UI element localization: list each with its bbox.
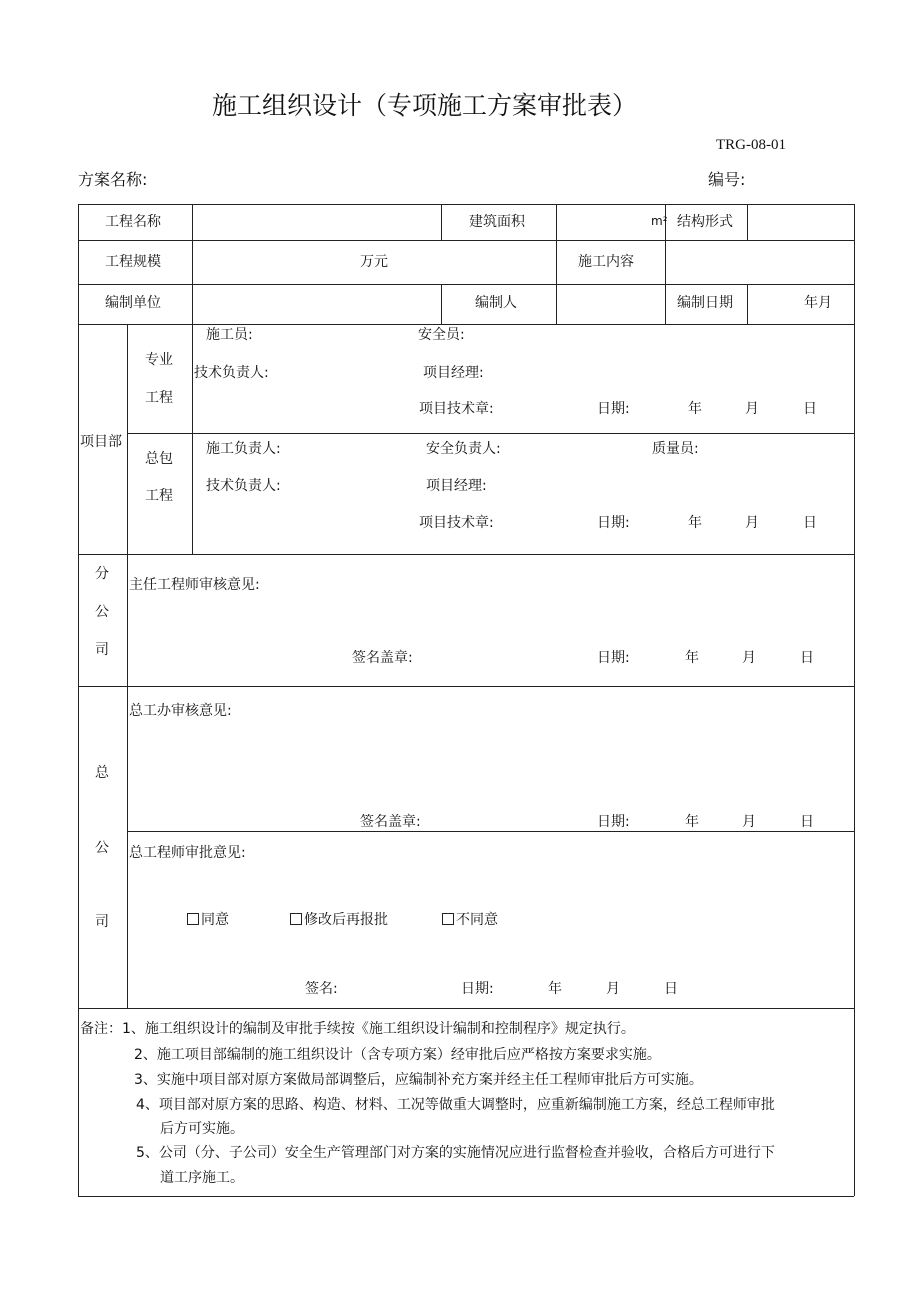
- date-label: 编制日期: [677, 295, 733, 311]
- branch-date: 日期:: [597, 650, 630, 666]
- branch-sign: 签名盖章:: [352, 650, 413, 666]
- chief-day: 日: [664, 981, 678, 997]
- unit-label: 编制单位: [105, 295, 161, 311]
- area-label: 建筑面积: [469, 214, 525, 230]
- chief-date: 日期:: [461, 981, 494, 997]
- author-label: 编制人: [475, 295, 517, 311]
- option-agree-label: 同意: [201, 912, 229, 928]
- special-worker: 施工员:: [206, 327, 253, 343]
- note-3: 3、实施中项目部对原方案做局部调整后，应编制补充方案并经主任工程师审批后方可实施。: [134, 1072, 703, 1088]
- note-4b: 后方可实施。: [160, 1121, 244, 1137]
- hq-sign: 签名盖章:: [360, 814, 421, 830]
- note-5a: 5、公司（分、子公司）安全生产管理部门对方案的实施情况应进行监督检查并验收，合格后方可进行下: [136, 1145, 775, 1161]
- special-date: 日期:: [597, 401, 630, 417]
- project-name-label: 工程名称: [105, 214, 161, 230]
- general-manager: 项目经理:: [426, 478, 487, 494]
- general-label-2: 工程: [145, 488, 173, 504]
- branch-char-2: 公: [95, 604, 109, 620]
- general-year: 年: [688, 515, 702, 531]
- project-dept-label: 项目部: [80, 434, 122, 450]
- general-seal: 项目技术章:: [419, 515, 494, 531]
- scheme-name-label: 方案名称:: [78, 170, 148, 189]
- special-manager: 项目经理:: [423, 365, 484, 381]
- special-year: 年: [688, 401, 702, 417]
- branch-year: 年: [685, 650, 699, 666]
- project-scale-label: 工程规模: [105, 254, 161, 270]
- form-code: TRG-08-01: [716, 137, 786, 153]
- checkbox-icon[interactable]: [187, 913, 199, 925]
- date-unit: 年月: [804, 295, 832, 311]
- general-tech: 技术负责人:: [206, 478, 281, 494]
- hq-day: 日: [800, 814, 814, 830]
- content-label: 施工内容: [578, 254, 634, 270]
- hq-char-3: 司: [95, 914, 109, 930]
- special-safety: 安全员:: [418, 327, 465, 343]
- option-revise-label: 修改后再报批: [304, 912, 388, 928]
- page-title: 施工组织设计（专项施工方案审批表）: [212, 91, 638, 120]
- chief-year: 年: [548, 981, 562, 997]
- chief-opinion: 总工程师审批意见:: [129, 845, 246, 861]
- hq-month: 月: [742, 814, 756, 830]
- hq-date: 日期:: [597, 814, 630, 830]
- option-disagree[interactable]: [442, 913, 498, 927]
- area-unit: m²: [651, 214, 668, 228]
- option-agree[interactable]: [187, 913, 229, 927]
- hq-year: 年: [685, 814, 699, 830]
- chief-month: 月: [606, 981, 620, 997]
- special-tech: 技术负责人:: [194, 365, 269, 381]
- general-quality: 质量员:: [652, 441, 699, 457]
- general-label-1: 总包: [145, 451, 173, 467]
- special-month: 月: [745, 401, 759, 417]
- special-label-1: 专业: [145, 352, 173, 368]
- office-opinion: 总工办审核意见:: [129, 703, 232, 719]
- branch-day: 日: [800, 650, 814, 666]
- general-construct: 施工负责人:: [206, 441, 281, 457]
- checkbox-icon[interactable]: [290, 913, 302, 925]
- note-1: 备注：1、施工组织设计的编制及审批手续按《施工组织设计编制和控制程序》规定执行。: [80, 1021, 635, 1037]
- general-date: 日期:: [597, 515, 630, 531]
- hq-char-2: 公: [95, 840, 109, 856]
- special-day: 日: [803, 401, 817, 417]
- option-revise[interactable]: [290, 913, 388, 927]
- special-label-2: 工程: [145, 390, 173, 406]
- note-4a: 4、项目部对原方案的思路、构造、材料、工况等做重大调整时，应重新编制施工方案，经总工程师审批: [136, 1097, 775, 1113]
- general-safety: 安全负责人:: [426, 441, 501, 457]
- hq-char-1: 总: [95, 765, 109, 781]
- general-day: 日: [803, 515, 817, 531]
- chief-sign: 签名:: [305, 981, 338, 997]
- structure-label: 结构形式: [677, 214, 733, 230]
- number-label: 编号:: [708, 170, 746, 189]
- checkbox-icon[interactable]: [442, 913, 454, 925]
- branch-month: 月: [742, 650, 756, 666]
- note-2: 2、施工项目部编制的施工组织设计（含专项方案）经审批后应严格按方案要求实施。: [134, 1047, 661, 1063]
- general-month: 月: [745, 515, 759, 531]
- special-seal: 项目技术章:: [419, 401, 494, 417]
- branch-char-3: 司: [95, 642, 109, 658]
- option-disagree-label: 不同意: [456, 912, 498, 928]
- branch-char-1: 分: [95, 566, 109, 582]
- scale-unit: 万元: [360, 254, 388, 270]
- branch-opinion: 主任工程师审核意见:: [129, 577, 260, 593]
- note-5b: 道工序施工。: [160, 1170, 244, 1186]
